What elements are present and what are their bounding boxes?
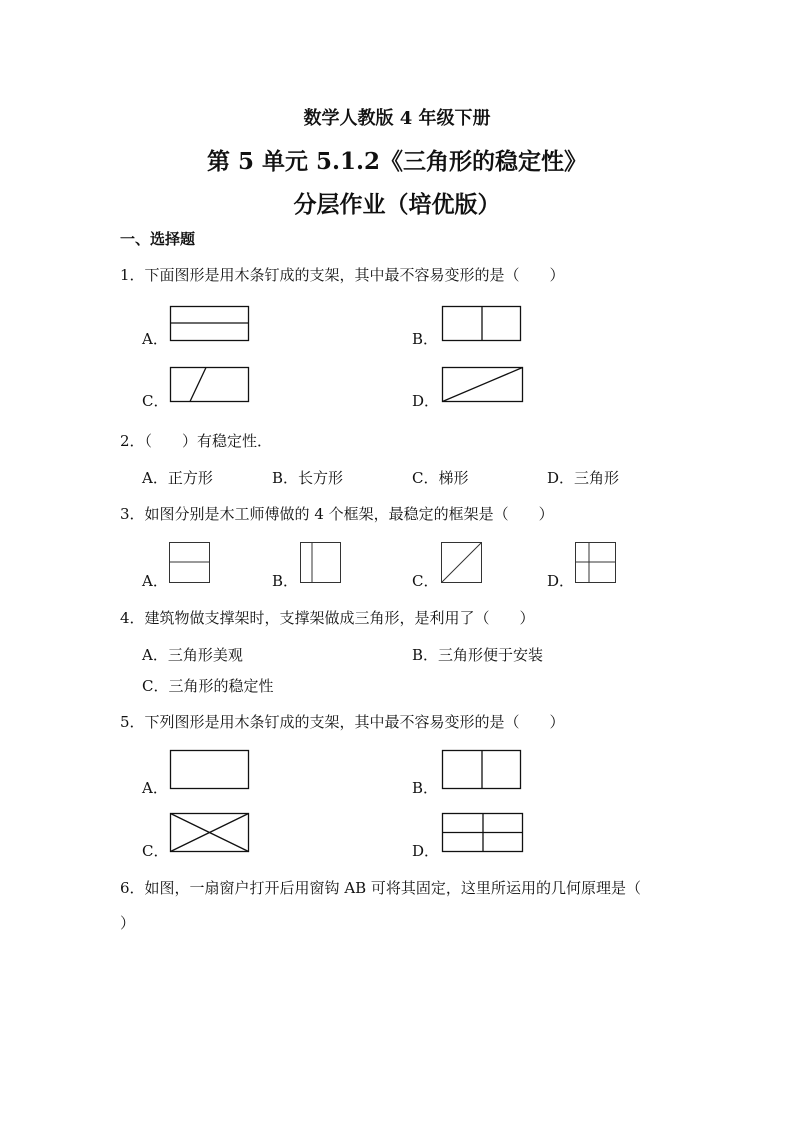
figure-rectangle-two-diagonals	[170, 813, 250, 853]
question-6-text: 6．如图，一扇窗户打开后用窗钩 AB 可将其固定，这里所运用的几何原理是（	[120, 879, 641, 897]
question-1-option-b: B．	[412, 330, 439, 348]
question-2-option-b: B．长方形	[272, 469, 344, 487]
figure-rectangle-cross	[442, 813, 524, 853]
figure-square-cross	[575, 542, 617, 584]
question-5-text: 5．下列图形是用木条钉成的支架，其中最不容易变形的是（ ）	[120, 713, 565, 731]
question-5-option-b: B．	[412, 779, 439, 797]
figure-rectangle-vertical-bar	[442, 306, 522, 342]
question-2-option-d: D．三角形	[547, 469, 620, 487]
figure-rectangle-horizontal-bar	[170, 306, 250, 342]
figure-square-vertical-bar	[300, 542, 342, 584]
question-3-option-a: A．	[142, 572, 168, 590]
figure-rectangle-slanted-bar	[170, 367, 250, 403]
question-1-option-a: A．	[142, 330, 168, 348]
question-3-option-d: D．	[547, 572, 575, 590]
question-3-text: 3．如图分别是木工师傅做的 4 个框架，最稳定的框架是（ ）	[120, 505, 554, 523]
figure-rectangle-plain	[170, 750, 250, 790]
question-4-option-c: C．三角形的稳定性	[142, 677, 274, 695]
document-subject-title: 数学人教版 4 年级下册	[303, 108, 491, 129]
question-1-text: 1．下面图形是用木条钉成的支架，其中最不容易变形的是（ ）	[120, 266, 565, 284]
question-4-option-a: A．三角形美观	[142, 646, 243, 664]
question-4-option-b: B．三角形便于安装	[412, 646, 544, 664]
question-5-option-d: D．	[412, 842, 440, 860]
question-1-option-c: C．	[142, 392, 169, 410]
question-5-option-c: C．	[142, 842, 169, 860]
figure-rectangle-diagonal	[442, 367, 524, 403]
question-4-text: 4．建筑物做支撑架时，支撑架做成三角形，是利用了（ ）	[120, 609, 535, 627]
document-unit-title: 第 5 单元 5.1.2《三角形的稳定性》	[206, 148, 588, 175]
document-edition-title: 分层作业（培优版）	[293, 191, 501, 218]
figure-square-diagonal	[441, 542, 483, 584]
question-3-option-b: B．	[272, 572, 299, 590]
question-2-option-c: C．梯形	[412, 469, 469, 487]
question-6-text-continued: ）	[120, 914, 136, 932]
section-heading: 一、选择题	[120, 230, 196, 248]
question-2-option-a: A．正方形	[142, 469, 213, 487]
question-1-option-d: D．	[412, 392, 440, 410]
question-5-option-a: A．	[142, 779, 168, 797]
question-3-option-c: C．	[412, 572, 439, 590]
question-2-text: 2．（ ）有稳定性．	[120, 432, 273, 450]
figure-square-horizontal-bar	[169, 542, 211, 584]
figure-rectangle-vertical-bar-q5	[442, 750, 522, 790]
